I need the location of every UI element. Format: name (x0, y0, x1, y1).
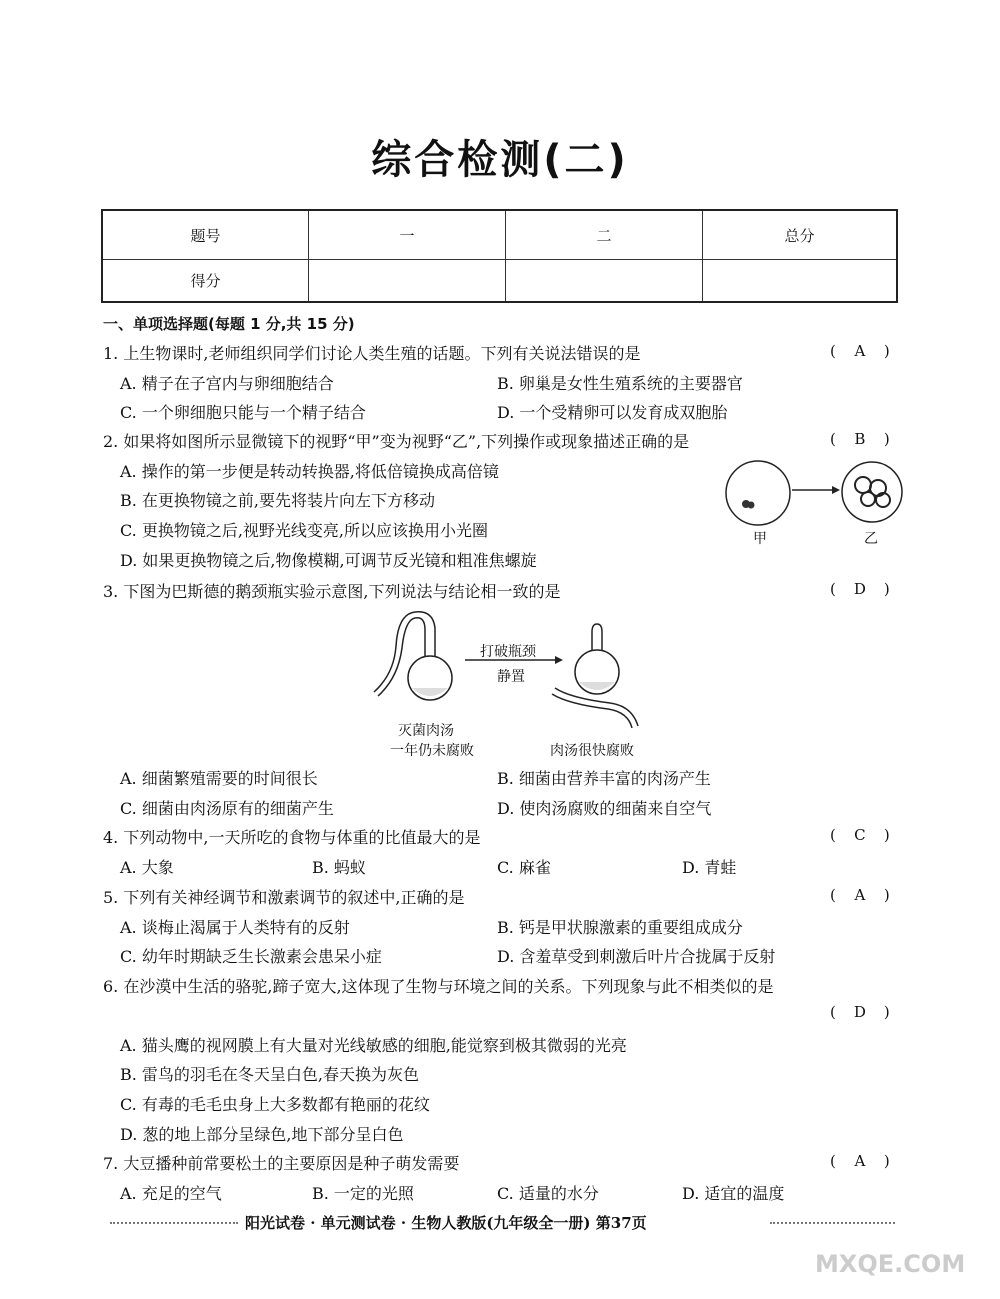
answer-value: A (854, 342, 866, 360)
option: C. 一个卵细胞只能与一个精子结合 (120, 403, 366, 422)
option: A. 大象 (120, 858, 174, 877)
option: D. 含羞草受到刺激后叶片合拢属于反射 (497, 947, 776, 966)
figure-label-yi: 乙 (864, 531, 878, 547)
question-stem: 4. 下列动物中,一天所吃的食物与体重的比值最大的是 (103, 828, 481, 847)
option: A. 细菌繁殖需要的时间很长 (120, 769, 318, 788)
answer-value: A (854, 1152, 866, 1170)
option: C. 幼年时期缺乏生长激素会患呆小症 (120, 947, 382, 966)
answer-value: A (854, 886, 866, 904)
option: C. 适量的水分 (497, 1184, 599, 1203)
answer-bracket: ( C ) (830, 826, 890, 844)
broth-right (579, 682, 615, 690)
answer-value: D (853, 1003, 866, 1021)
cell-large (855, 477, 871, 493)
left-caption-1: 灭菌肉汤 (398, 723, 454, 739)
option: D. 适宜的温度 (682, 1184, 785, 1203)
score-header-cell: 一 (309, 210, 506, 260)
answer-bracket: ( D ) (830, 1003, 890, 1021)
right-caption: 肉汤很快腐败 (550, 743, 634, 759)
broken-tube-outer (552, 694, 632, 728)
option: A. 谈梅止渴属于人类特有的反射 (120, 918, 350, 937)
section-heading: 一、单项选择题(每题 1 分,共 15 分) (103, 315, 355, 333)
swan-neck-tube-outer (374, 612, 435, 692)
option: A. 精子在子宫内与卵细胞结合 (120, 374, 334, 393)
field-jia-circle (726, 461, 790, 525)
option: D. 葱的地上部分呈绿色,地下部分呈白色 (120, 1125, 404, 1144)
score-table (101, 209, 898, 303)
question-stem: 7. 大豆播种前常要松土的主要原因是种子萌发需要 (103, 1154, 460, 1173)
option: D. 如果更换物镜之后,物像模糊,可调节反光镜和粗准焦螺旋 (120, 551, 537, 570)
figure-label-jia: 甲 (753, 531, 767, 547)
question-stem: 5. 下列有关神经调节和激素调节的叙述中,正确的是 (103, 888, 465, 907)
score-header-cell: 总分 (703, 210, 898, 260)
page-title: 综合检测(二) (371, 137, 629, 183)
swan-neck-tube (378, 618, 425, 696)
arrow-label-bottom: 静置 (497, 669, 525, 685)
arrow-head (832, 486, 840, 494)
answer-bracket: ( B ) (830, 430, 890, 448)
answer-bracket: ( A ) (830, 886, 890, 904)
footer-dots-right (770, 1222, 895, 1224)
option: A. 操作的第一步便是转动转换器,将低倍镜换成高倍镜 (120, 462, 499, 481)
score-row-label: 得分 (102, 260, 309, 303)
answer-bracket: ( A ) (830, 342, 890, 360)
broken-neck (592, 624, 602, 651)
option: B. 细菌由营养丰富的肉汤产生 (497, 769, 711, 788)
score-input-cell[interactable] (309, 260, 506, 303)
answer-bracket: ( D ) (830, 580, 890, 598)
watermark: MXQE.COM (815, 1250, 966, 1278)
question-stem: 1. 上生物课时,老师组织同学们讨论人类生殖的话题。下列有关说法错误的是 (103, 344, 641, 363)
option: D. 一个受精卵可以发育成双胞胎 (497, 403, 728, 422)
option: C. 细菌由肉汤原有的细菌产生 (120, 799, 334, 818)
answer-bracket: ( A ) (830, 1152, 890, 1170)
option: A. 猫头鹰的视网膜上有大量对光线敏感的细胞,能觉察到极其微弱的光亮 (120, 1036, 627, 1055)
option: B. 一定的光照 (312, 1184, 414, 1203)
arrow-label-top: 打破瓶颈 (480, 644, 536, 660)
answer-value: C (854, 826, 866, 844)
score-input-cell[interactable] (703, 260, 898, 303)
left-caption-2: 一年仍未腐败 (390, 743, 474, 759)
option: B. 在更换物镜之前,要先将装片向左下方移动 (120, 491, 436, 510)
option: B. 蚂蚁 (312, 858, 366, 877)
option: B. 卵巢是女性生殖系统的主要器官 (497, 374, 743, 393)
broth-left (412, 688, 448, 696)
option: B. 钙是甲状腺激素的重要组成成分 (497, 918, 743, 937)
score-header-cell: 题号 (102, 210, 309, 260)
footer-dots-left (110, 1222, 238, 1224)
option: C. 更换物镜之后,视野光线变亮,所以应该换用小光圈 (120, 521, 489, 540)
microscope-figure (720, 455, 910, 545)
question-stem: 2. 如果将如图所示显微镜下的视野“甲”变为视野“乙”,下列操作或现象描述正确的是 (103, 432, 690, 451)
option: A. 充足的空气 (120, 1184, 222, 1203)
cell-large (861, 492, 875, 506)
option: B. 雷鸟的羽毛在冬天呈白色,春天换为灰色 (120, 1065, 420, 1084)
option: D. 青蛙 (682, 858, 737, 877)
footer-text: 阳光试卷 · 单元测试卷 · 生物人教版(九年级全一册) 第37页 (245, 1214, 647, 1232)
score-header-cell: 二 (506, 210, 703, 260)
option: D. 使肉汤腐败的细菌来自空气 (497, 799, 712, 818)
answer-value: B (854, 430, 866, 448)
question-stem: 6. 在沙漠中生活的骆驼,蹄子宽大,这体现了生物与环境之间的关系。下列现象与此不相类似的是 (103, 977, 774, 996)
option: C. 麻雀 (497, 858, 551, 877)
process-arrow-head (555, 656, 563, 664)
question-stem: 3. 下图为巴斯德的鹅颈瓶实验示意图,下列说法与结论相一致的是 (103, 582, 561, 601)
option: C. 有毒的毛毛虫身上大多数都有艳丽的花纹 (120, 1095, 430, 1114)
cell-small (748, 502, 755, 509)
answer-value: D (853, 580, 866, 598)
score-input-cell[interactable] (506, 260, 703, 303)
